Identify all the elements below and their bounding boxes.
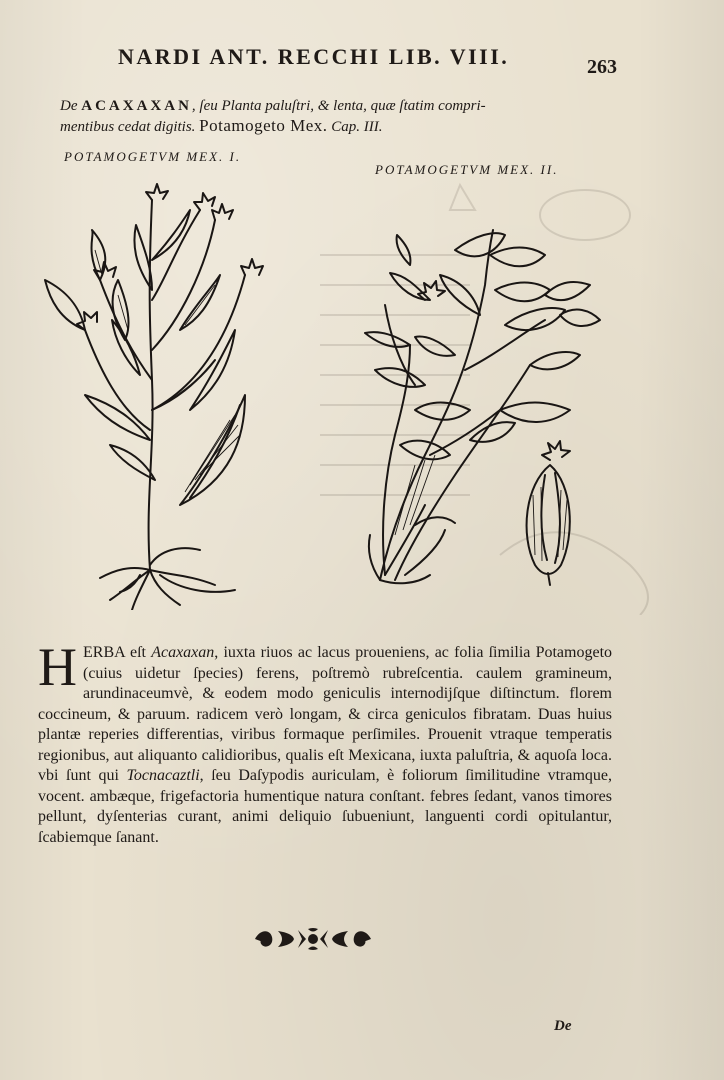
plant-name-tocnacaztli: Tocnacaztli <box>126 767 200 784</box>
page-number: 263 <box>587 56 617 78</box>
chapter-title-cap: Cap. III. <box>331 119 383 135</box>
printer-ornament <box>250 925 376 953</box>
body-text <box>38 637 613 848</box>
figure-label-right: POTAMOGETVM MEX. II. <box>375 162 559 177</box>
chapter-title <box>60 96 620 137</box>
chapter-title-middle: , ſeu Planta paluſtri, & lenta, quæ ſtatim compri- <box>191 98 486 114</box>
potamogetum-mex-1-woodcut <box>40 180 280 610</box>
chapter-title-second-line: mentibus cedat digitis. <box>60 119 196 135</box>
figure-label-left: POTAMOGETVM MEX. I. <box>64 149 242 164</box>
body-text-middle: , iuxta riuos ac lacus proueniens, ac folia ſimilia Potamogeto (cuius uidetur ſpecies) ferens, poſtremò rubreſcentia. caulem gramineum, arundinaceumvè, & eodem modo geniculis internodijſque diſtinctum. florem coccineum, & paruum. radicem verò longam, & circa geniculos fibratam. Duas huius plantæ reperies differentias, viribus formaque perſimiles. Prouenit vtraque temperatis regionibus, aut aliquanto calidioribus, qualis eſt Mexicana, iuxta paluſtria, & aquoſa loca. vbi ſunt qui <box>38 644 613 784</box>
chapter-title-name: ACAXAXAN <box>81 98 192 114</box>
drop-cap: H <box>38 637 77 697</box>
body-text-start: ERBA eſt <box>83 644 146 661</box>
running-head: NARDI ANT. RECCHI LIB. VIII. <box>118 44 510 69</box>
plant-name-acaxaxan: Acaxaxan <box>151 644 215 661</box>
chapter-title-lead: De <box>60 98 78 114</box>
body-text-end: , ſeu Daſypodis auriculam, è foliorum ſimilitudine vtramque, vocent. ambæque, frigefactoria humentique natura conſtant. febres ſedant, vanos timores pellunt, dyſenterias curant, animi deliquio ſubueniunt, languenti cordi opitulantur, ſcabiemque ſanant. <box>38 767 613 846</box>
catchword: De <box>554 1018 572 1034</box>
chapter-title-roman: Potamogeto Mex. <box>199 116 328 135</box>
potamogetum-mex-2-woodcut <box>355 205 610 600</box>
